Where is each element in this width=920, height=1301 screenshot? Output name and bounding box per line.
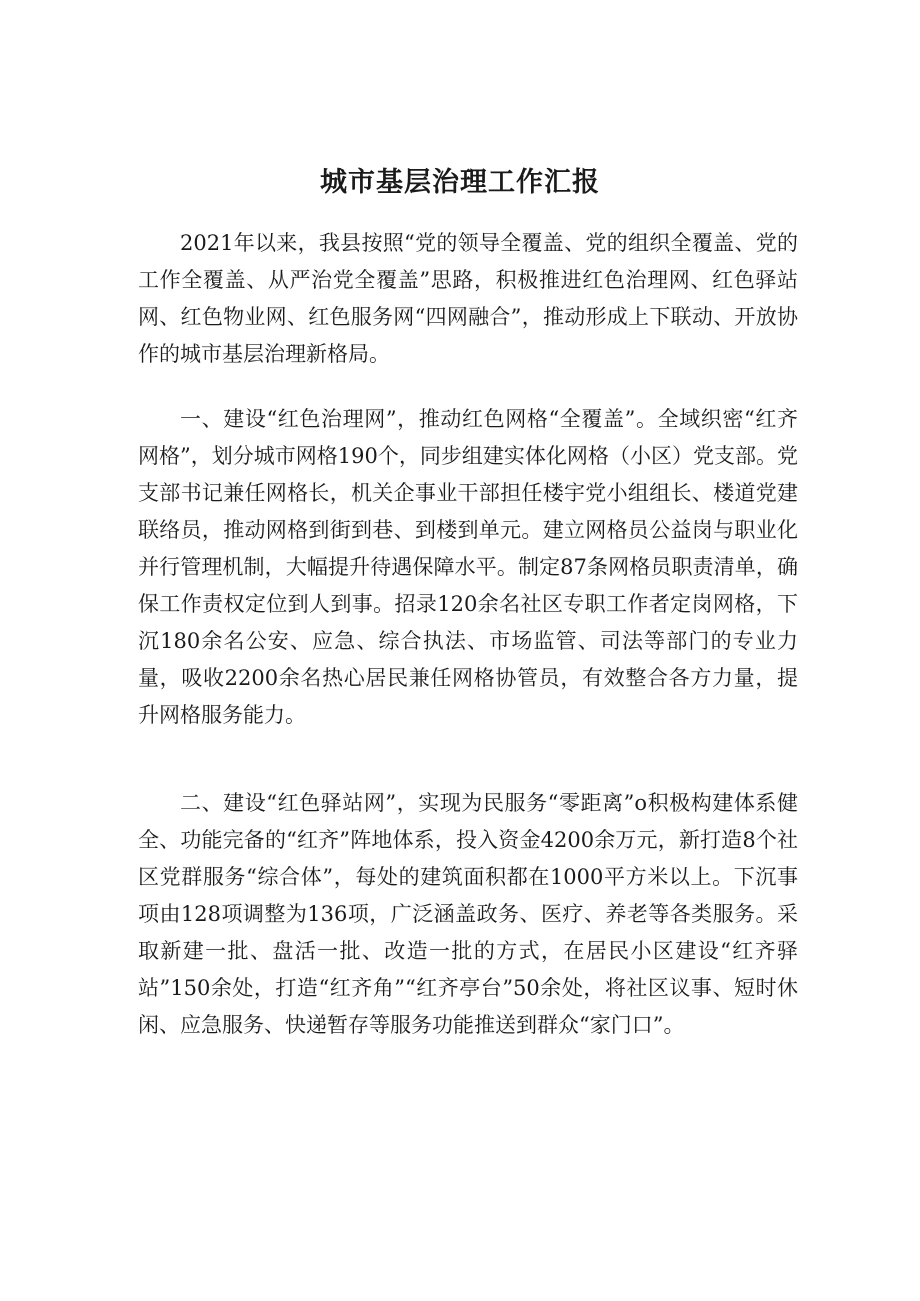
paragraph-governance-network: 一、建设“红色治理网”，推动红色网格“全覆盖”。全域织密“红齐网格”，划分城市网格190个，同步组建实体化网格（小区）党支部。党支部书记兼任网格长，机关企事业干部担任楼宇党小组组长、楼道党建联络员，推动网格到街到巷、到楼到单元。建立网格员公益岗与职业化并行管理机制，大幅提升待遇保障水平。制定87条网格员职责清单，确保工作责权定位到人到事。招录120余名社区专职工作者定岗网格，下沉180余名公安、应急、综合执法、市场监管、司法等部门的专业力量，吸收2200余名热心居民兼任网格协管员，有效整合各方力量，提升网格服务能力。 [138,407,798,727]
document-title: 城市基层治理工作汇报 [320,167,600,198]
paragraph-station-network: 二、建设“红色驿站网”，实现为民服务“零距离”o积极构建体系健全、功能完备的“红齐”阵地体系，投入资金4200余万元，新打造8个社区党群服务“综合体”，每处的建筑面积都在1000平方米以上。下沉事项由128项调整为136项，广泛涵盖政务、医疗、养老等各类服务。采取新建一批、盘活一批、改造一批的方式，在居民小区建设“红齐驿站”150余处，打造“红齐角”“红齐亭台”50余处，将社区议事、短时休闲、应急服务、快递暂存等服务功能推送到群众“家门口”。 [138,791,798,1037]
paragraph-intro: 2021年以来，我县按照“党的领导全覆盖、党的组织全覆盖、党的工作全覆盖、从严治党全覆盖”思路，积极推进红色治理网、红色驿站网、红色物业网、红色服务网“四网融合”，推动形成上下联动、开放协作的城市基层治理新格局。 [138,231,798,366]
